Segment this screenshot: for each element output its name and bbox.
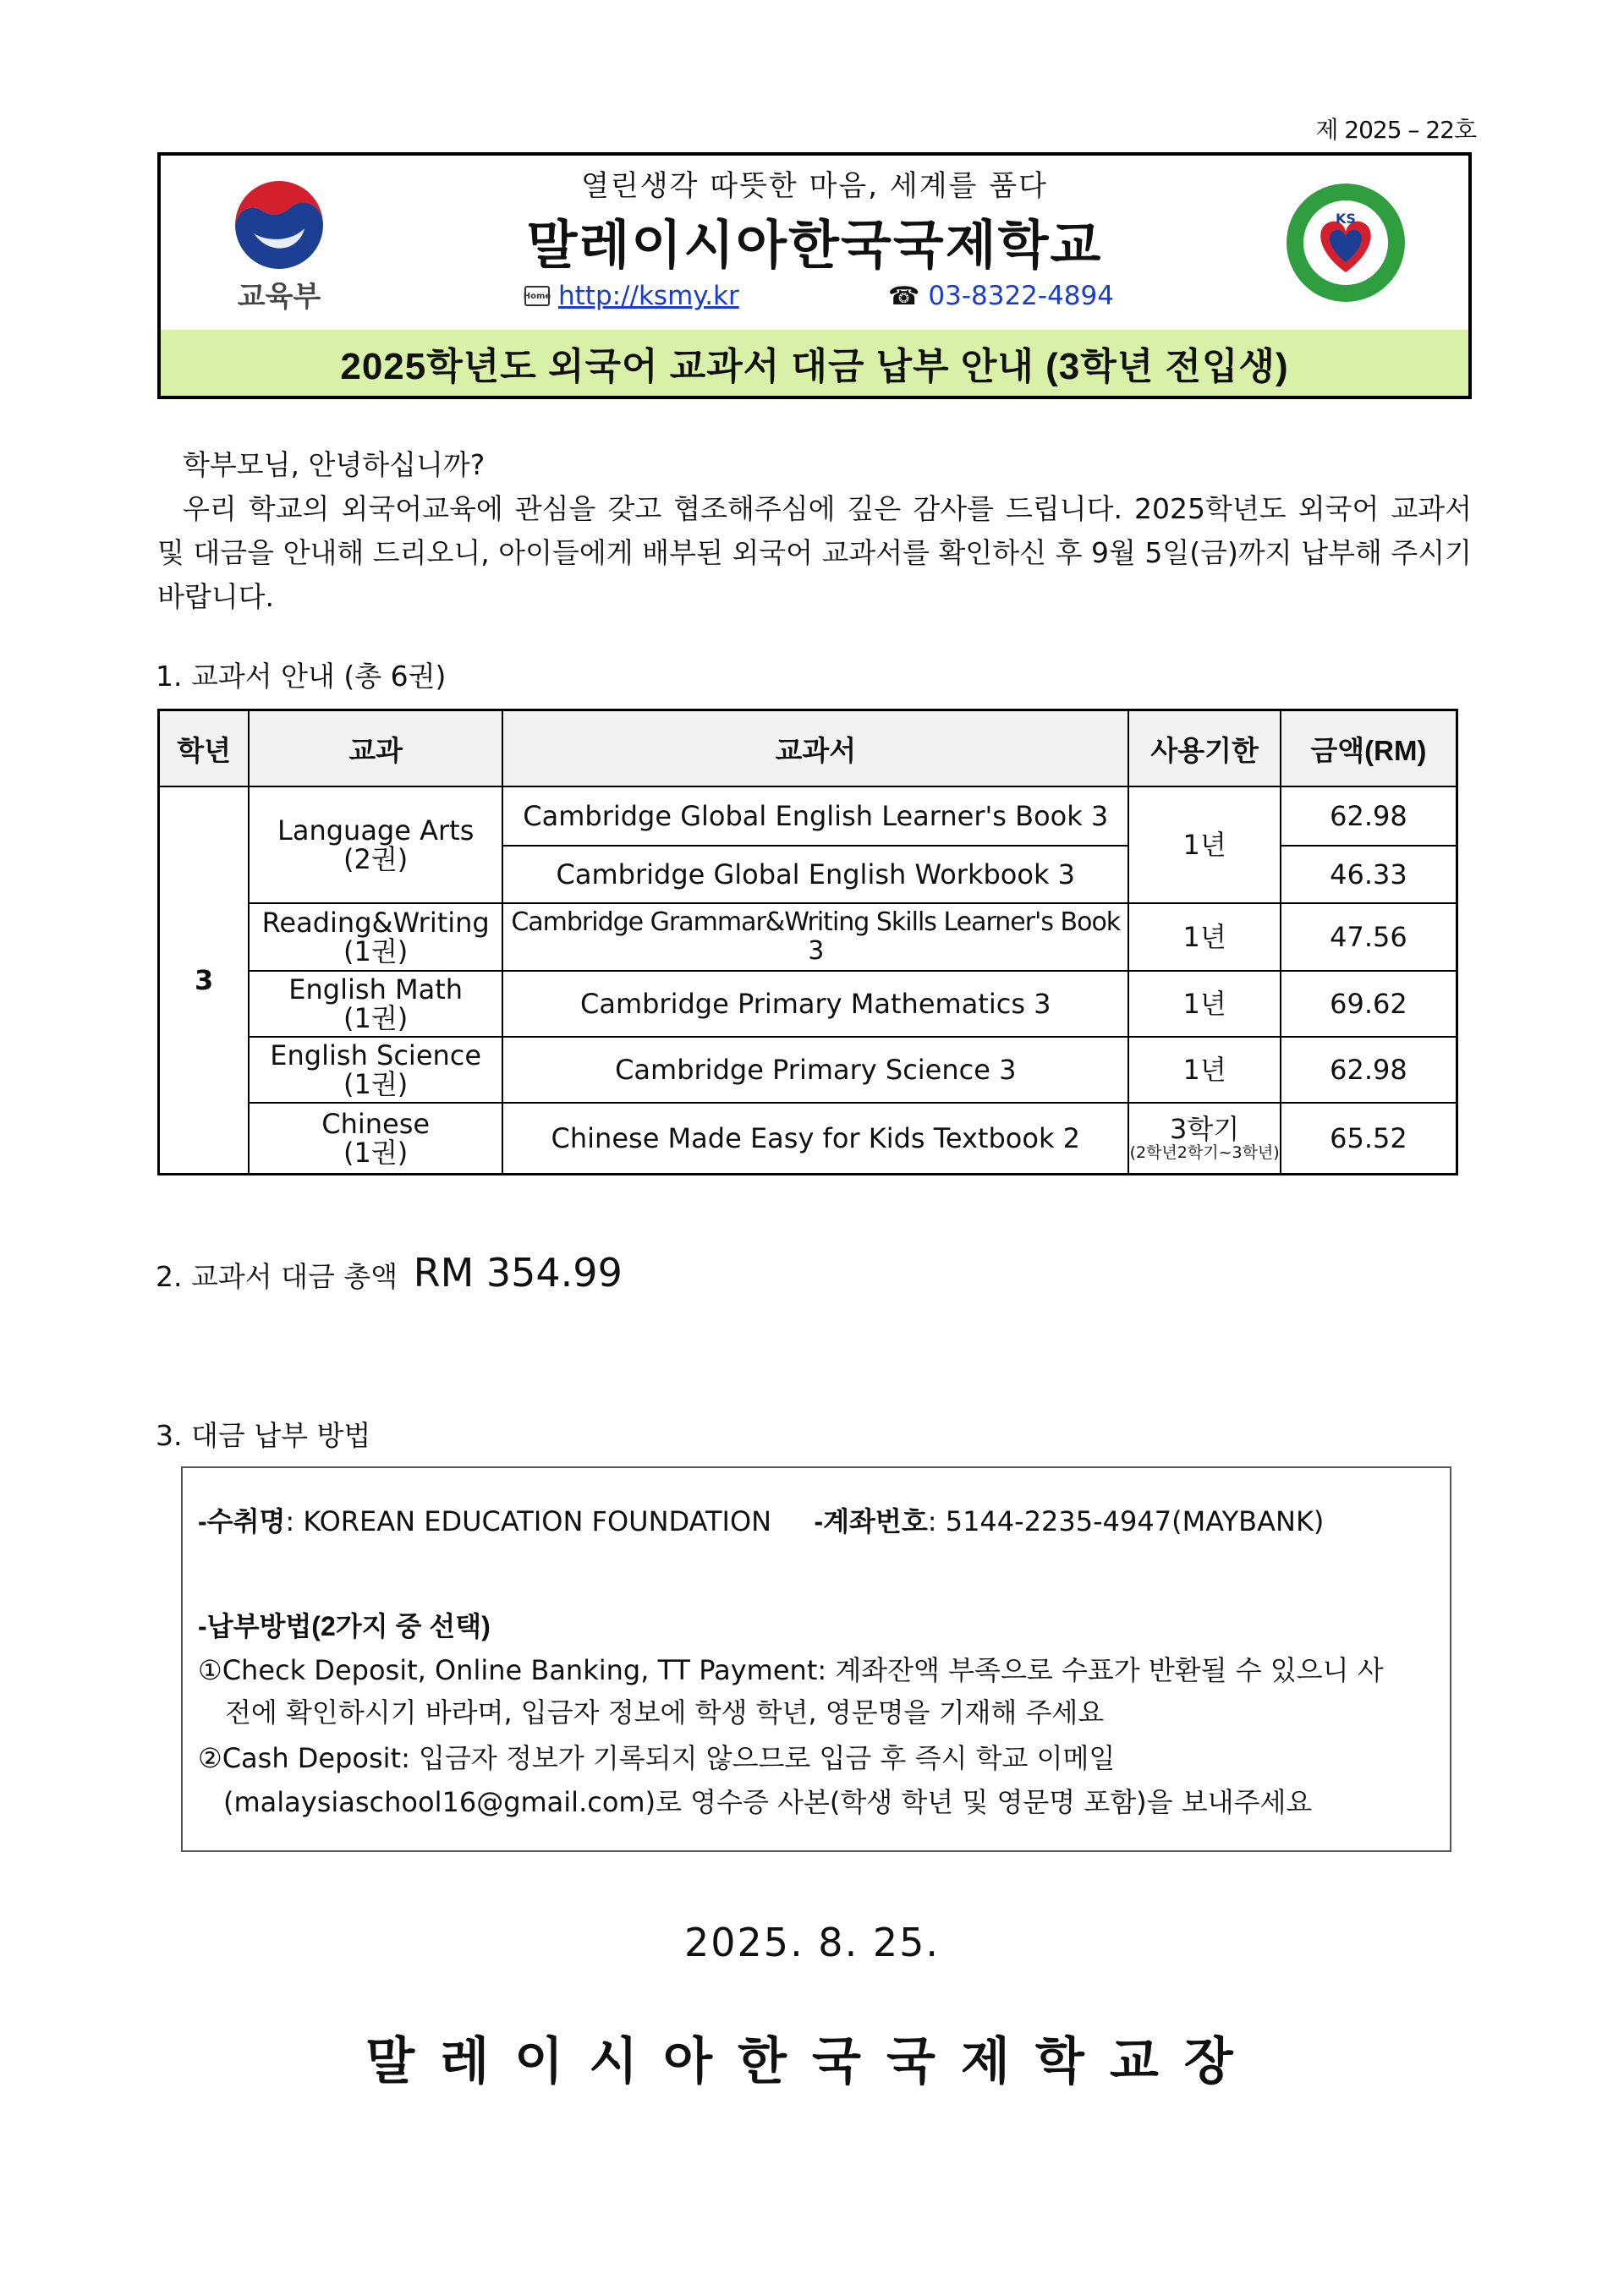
book-cell: Cambridge Global English Learner's Book 3 <box>502 786 1128 846</box>
price-cell: 62.98 <box>1281 1037 1457 1103</box>
header-period: 사용기한 <box>1128 710 1280 787</box>
table-row <box>159 786 1457 846</box>
period-cell: 3학기 (2학년2학기~3학년) <box>1128 1103 1280 1174</box>
home-icon: Home <box>524 286 550 306</box>
greeting: 학부모님, 안녕하십니까? <box>183 448 486 481</box>
book-cell: Chinese Made Easy for Kids Textbook 2 <box>502 1103 1128 1174</box>
account-label: -계좌번호 <box>814 1506 928 1537</box>
table-row <box>159 903 1457 971</box>
payee-line <box>198 1500 1435 1539</box>
subject-cell: Language Arts (2권) <box>249 786 502 903</box>
phone-contact <box>888 281 1114 311</box>
payee-value: : KOREAN EDUCATION FOUNDATION <box>285 1505 772 1537</box>
price-cell: 46.33 <box>1281 846 1457 903</box>
book-cell: Cambridge Grammar&Writing Skills Learner's Book 3 <box>502 903 1128 971</box>
ministry-label: 교육부 <box>237 280 321 314</box>
period-cell: 1년 <box>1128 903 1280 971</box>
price-cell: 62.98 <box>1281 786 1457 846</box>
website-link[interactable]: http://ksmy.kr <box>558 281 739 311</box>
period-cell: 1년 <box>1128 786 1280 903</box>
section1-title: 1. 교과서 안내 (총 6권) <box>156 660 447 693</box>
principal-signature: 말레이시아한국국제학교장 <box>365 2032 1259 2091</box>
table-header-row <box>159 710 1457 787</box>
table-row <box>159 971 1457 1037</box>
price-cell: 47.56 <box>1281 903 1457 971</box>
notice-title: 2025학년도 외국어 교과서 대금 납부 안내 (3학년 전입생) <box>161 330 1468 396</box>
header-price: 금액(RM) <box>1281 710 1457 787</box>
period-cell: 1년 <box>1128 971 1280 1037</box>
method1-line2: 전에 확인하시기 바라며, 입금자 정보에 학생 학년, 영문명을 기재해 주세요 <box>225 1696 1105 1729</box>
header-grade: 학년 <box>159 710 250 787</box>
school-name: 말레이시아한국국제학교 <box>526 214 1103 276</box>
intro-paragraph <box>157 443 1472 619</box>
method2-line2: (malaysiaschool16@gmail.com)로 영수증 사본(학생 학년 및 영문명 포함)을 보내주세요 <box>223 1786 1313 1818</box>
textbook-table <box>157 709 1458 1175</box>
total-amount: RM 354.99 <box>413 1250 623 1296</box>
book-cell: Cambridge Primary Science 3 <box>502 1037 1128 1103</box>
method-title: -납부방법(2가지 중 선택) <box>198 1611 491 1641</box>
letterhead <box>157 152 1472 399</box>
account-value: : 5144-2235-4947(MAYBANK) <box>927 1505 1325 1537</box>
header-subject: 교과 <box>249 710 502 787</box>
book-cell: Cambridge Global English Workbook 3 <box>502 846 1128 903</box>
letterhead-top <box>161 156 1468 332</box>
section2-title: 2. 교과서 대금 총액 <box>156 1260 398 1293</box>
document-number: 제 2025 – 22호 <box>1315 116 1476 144</box>
subject-cell: English Science (1권) <box>249 1037 502 1103</box>
period-cell: 1년 <box>1128 1037 1280 1103</box>
table-row <box>159 1103 1457 1174</box>
subject-cell: English Math (1권) <box>249 971 502 1037</box>
phone-number: 03-8322-4894 <box>928 281 1114 311</box>
subject-cell: Chinese (1권) <box>249 1103 502 1174</box>
book-cell: Cambridge Primary Mathematics 3 <box>502 971 1128 1037</box>
header-textbook: 교과서 <box>502 710 1128 787</box>
total-amount-line <box>156 1250 623 1296</box>
svg-text:KS: KS <box>1336 211 1356 227</box>
slogan: 열린생각 따뜻한 마음, 세계를 품다 <box>581 169 1048 203</box>
school-emblem-icon <box>1282 179 1409 306</box>
price-cell: 65.52 <box>1281 1103 1457 1174</box>
table-row <box>159 1037 1457 1103</box>
website-contact[interactable] <box>524 281 739 311</box>
method1-line1: ①Check Deposit, Online Banking, TT Payment: 계좌잔액 부족으로 수표가 반환될 수 있으니 사 <box>198 1654 1384 1686</box>
payee-label: -수취명 <box>198 1506 286 1537</box>
issue-date: 2025. 8. 25. <box>684 1920 940 1965</box>
intro-body: 우리 학교의 외국어교육에 관심을 갖고 협조해주심에 깊은 감사를 드립니다. 2025학년도 외국어 교과서 및 대금을 안내해 드리오니, 아이들에게 배부된 외국어 교과서를 확인하신 후 9월 5일(금)까지 납부해 주시기 바랍니다. <box>157 492 1472 613</box>
grade-cell: 3 <box>159 786 250 1174</box>
method2-line1: ②Cash Deposit: 입금자 정보가 기록되지 않으므로 입금 후 즉시 학교 이메일 <box>198 1742 1116 1774</box>
subject-cell: Reading&Writing (1권) <box>249 903 502 971</box>
phone-icon: ☎ <box>888 281 920 311</box>
payment-info-box <box>181 1466 1451 1852</box>
price-cell: 69.62 <box>1281 971 1457 1037</box>
section3-title: 3. 대금 납부 방법 <box>156 1419 371 1452</box>
